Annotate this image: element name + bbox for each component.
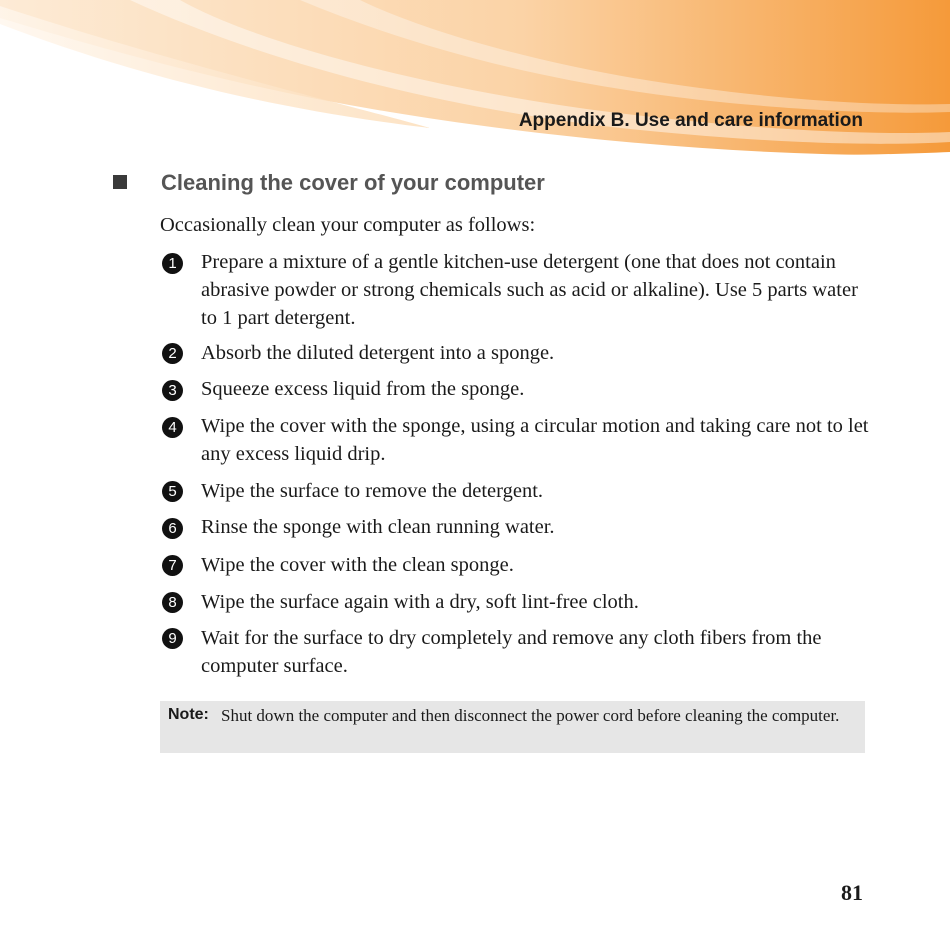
step-number-1: 1 [162, 253, 183, 274]
step-text-9: Wait for the surface to dry completely and remove any cloth fibers from the computer surface. [201, 627, 822, 677]
step-text-8: Wipe the surface again with a dry, soft lint-free cloth. [201, 591, 639, 613]
step-number-2: 2 [162, 343, 183, 364]
step-number-6: 6 [162, 518, 183, 539]
section-title: Cleaning the cover of your computer [161, 170, 545, 195]
step-text-6: Rinse the sponge with clean running water. [201, 516, 555, 538]
step-text-3: Squeeze excess liquid from the sponge. [201, 378, 525, 400]
section-bullet-icon [113, 175, 127, 189]
step-text-4: Wipe the cover with the sponge, using a circular motion and taking care not to let any excess liquid drip. [201, 415, 869, 465]
step-text-2: Absorb the diluted detergent into a sponge. [201, 342, 555, 364]
step-text-5: Wipe the surface to remove the detergent. [201, 480, 544, 502]
step-number-3: 3 [162, 380, 183, 401]
step-number-7: 7 [162, 555, 183, 576]
step-number-4: 4 [162, 417, 183, 438]
step-text-7: Wipe the cover with the clean sponge. [201, 554, 514, 576]
header-title: Appendix B. Use and care information [518, 110, 863, 131]
note-box [160, 701, 865, 753]
page-number: 81 [841, 880, 863, 905]
step-text-1: Prepare a mixture of a gentle kitchen-use detergent (one that does not contain abrasive powder or strong chemicals such as acid or alkaline). Use 5 parts water to 1 part detergent. [201, 251, 858, 329]
note-label: Note: [168, 706, 209, 723]
step-number-5: 5 [162, 481, 183, 502]
header-decoration [0, 0, 950, 160]
step-number-8: 8 [162, 592, 183, 613]
note-text: Shut down the computer and then disconnect the power cord before cleaning the computer. [221, 706, 840, 725]
intro-text: Occasionally clean your computer as follows: [160, 214, 536, 236]
step-number-9: 9 [162, 628, 183, 649]
